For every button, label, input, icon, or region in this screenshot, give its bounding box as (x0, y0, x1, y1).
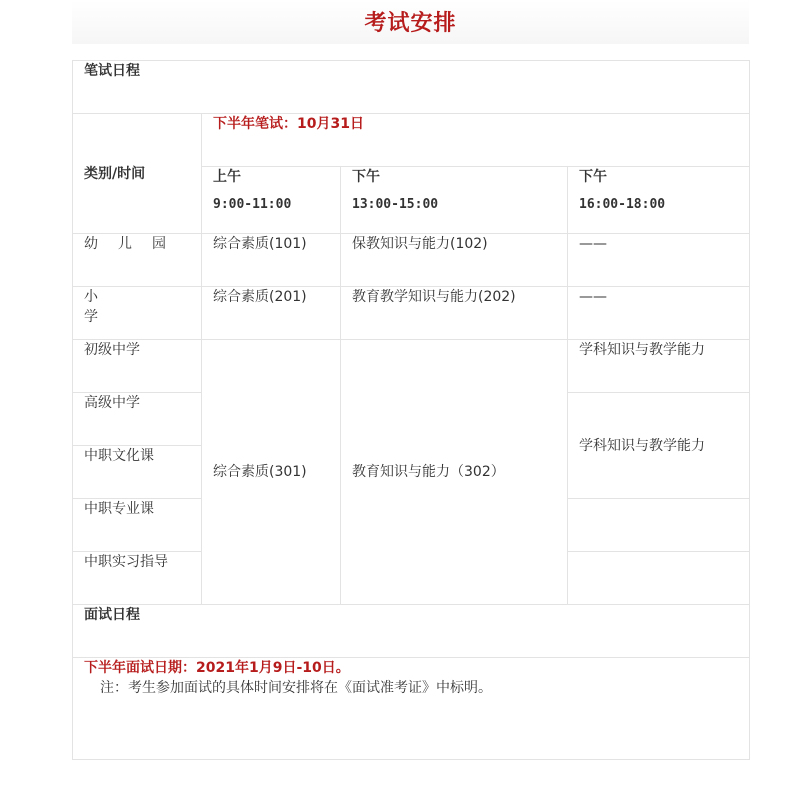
vocational-specialty-subject-3 (568, 499, 750, 552)
time-slot-1 (202, 167, 341, 234)
written-header-row (73, 61, 750, 114)
category-kindergarten: 幼儿园 (73, 234, 202, 287)
written-schedule-header: 笔试日程 (73, 61, 750, 114)
interview-info-row (73, 658, 750, 760)
primary-subject-1: 综合素质(201) (202, 287, 341, 340)
table-row (73, 234, 750, 287)
exam-schedule-table (72, 60, 750, 760)
table-row (73, 340, 750, 393)
category-vocational-specialty: 中职专业课 (73, 499, 202, 552)
category-junior-middle: 初级中学 (73, 340, 202, 393)
interview-info (73, 658, 750, 760)
written-exam-date: 下半年笔试：10月31日 (202, 114, 750, 167)
written-date-row (73, 114, 750, 167)
time-slot-2 (341, 167, 568, 234)
category-primary: 小学 (73, 287, 202, 340)
time-slot-1-period: 上午 (213, 169, 241, 185)
time-slot-1-time: 9:00-11:00 (213, 197, 292, 212)
interview-note: 注：考生参加面试的具体时间安排将在《面试准考证》中标明。 (100, 680, 492, 696)
merged-subject-2: 教育知识与能力（302） (341, 340, 568, 605)
kindergarten-subject-2: 保教知识与能力(102) (341, 234, 568, 287)
time-slot-2-period: 下午 (352, 169, 380, 185)
page-title: 考试安排 (364, 10, 457, 36)
category-vocational-culture: 中职文化课 (73, 446, 202, 499)
interview-date: 下半年面试日期：2021年1月9日-10日。 (84, 660, 350, 676)
kindergarten-subject-1: 综合素质(101) (202, 234, 341, 287)
category-vocational-internship: 中职实习指导 (73, 552, 202, 605)
category-senior-middle: 高级中学 (73, 393, 202, 446)
time-slot-3-period: 下午 (579, 169, 607, 185)
table-row (73, 287, 750, 340)
category-time-label: 类别/时间 (73, 114, 202, 234)
primary-subject-2: 教育教学知识与能力(202) (341, 287, 568, 340)
vocational-internship-subject-3 (568, 552, 750, 605)
interview-schedule-header: 面试日程 (73, 605, 750, 658)
merged-subject-1: 综合素质(301) (202, 340, 341, 605)
primary-subject-3: —— (568, 287, 750, 340)
kindergarten-subject-3: —— (568, 234, 750, 287)
interview-header-row (73, 605, 750, 658)
senior-middle-subject-3: 学科知识与教学能力 (568, 393, 750, 499)
time-slot-3 (568, 167, 750, 234)
junior-middle-subject-3: 学科知识与教学能力 (568, 340, 750, 393)
time-slot-3-time: 16:00-18:00 (579, 197, 666, 212)
time-slot-2-time: 13:00-15:00 (352, 197, 439, 212)
